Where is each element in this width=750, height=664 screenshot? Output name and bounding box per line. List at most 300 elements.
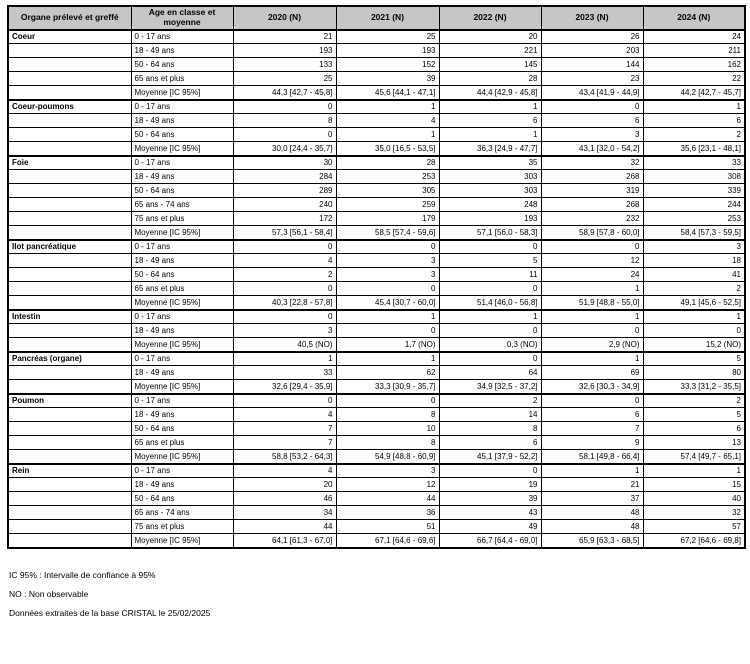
value-cell: 339 [643, 184, 745, 198]
organ-cell [8, 142, 131, 156]
value-cell: 33 [643, 156, 745, 170]
value-cell: 43 [439, 506, 541, 520]
value-cell: 2,9 (NO) [541, 338, 643, 352]
value-cell: 0 [541, 394, 643, 408]
age-class-cell: 0 - 17 ans [131, 100, 233, 114]
table-row [8, 184, 745, 198]
value-cell: 28 [336, 156, 439, 170]
value-cell: 232 [541, 212, 643, 226]
value-cell: 4 [233, 254, 336, 268]
age-class-cell: 0 - 17 ans [131, 394, 233, 408]
value-cell: 3 [336, 268, 439, 282]
value-cell: 1 [541, 464, 643, 478]
value-cell: 51 [336, 520, 439, 534]
value-cell: 57,4 [49,7 - 65,1] [643, 450, 745, 464]
age-class-cell: 18 - 49 ans [131, 44, 233, 58]
value-cell: 20 [233, 478, 336, 492]
age-class-cell: 50 - 64 ans [131, 422, 233, 436]
age-class-cell: Moyenne [IC 95%] [131, 338, 233, 352]
value-cell: 0 [643, 324, 745, 338]
table-row [8, 394, 745, 408]
column-header: 2022 (N) [439, 6, 541, 30]
value-cell: 25 [233, 72, 336, 86]
age-class-cell: 65 ans - 74 ans [131, 506, 233, 520]
value-cell: 21 [233, 30, 336, 44]
value-cell: 24 [541, 268, 643, 282]
value-cell: 26 [541, 30, 643, 44]
table-header-row [8, 6, 745, 30]
organ-cell [8, 324, 131, 338]
value-cell: 8 [336, 408, 439, 422]
value-cell: 37 [541, 492, 643, 506]
value-cell: 40,5 (NO) [233, 338, 336, 352]
organ-cell [8, 450, 131, 464]
table-row [8, 240, 745, 254]
table-row [8, 324, 745, 338]
value-cell: 66,7 [64,4 - 69,0] [439, 534, 541, 548]
value-cell: 19 [439, 478, 541, 492]
value-cell: 6 [643, 422, 745, 436]
value-cell: 0 [233, 394, 336, 408]
value-cell: 152 [336, 58, 439, 72]
value-cell: 203 [541, 44, 643, 58]
value-cell: 1 [439, 128, 541, 142]
organ-cell [8, 226, 131, 240]
value-cell: 4 [336, 114, 439, 128]
age-class-cell: 65 ans et plus [131, 436, 233, 450]
table-row [8, 506, 745, 520]
table-row [8, 268, 745, 282]
age-class-cell: 0 - 17 ans [131, 240, 233, 254]
value-cell: 34,9 [32,5 - 37,2] [439, 380, 541, 394]
value-cell: 211 [643, 44, 745, 58]
table-row [8, 492, 745, 506]
value-cell: 5 [439, 254, 541, 268]
age-class-cell: Moyenne [IC 95%] [131, 142, 233, 156]
organ-cell [8, 296, 131, 310]
value-cell: 8 [439, 422, 541, 436]
organ-cell [8, 114, 131, 128]
table-row [8, 478, 745, 492]
value-cell: 5 [643, 408, 745, 422]
value-cell: 172 [233, 212, 336, 226]
value-cell: 58,4 [57,3 - 59,5] [643, 226, 745, 240]
table-row [8, 366, 745, 380]
value-cell: 33,3 [31,2 - 35,5] [643, 380, 745, 394]
value-cell: 1 [541, 352, 643, 366]
value-cell: 10 [336, 422, 439, 436]
value-cell: 20 [439, 30, 541, 44]
value-cell: 36 [336, 506, 439, 520]
value-cell: 305 [336, 184, 439, 198]
value-cell: 0 [233, 282, 336, 296]
value-cell: 0 [336, 282, 439, 296]
value-cell: 319 [541, 184, 643, 198]
value-cell: 44 [233, 520, 336, 534]
value-cell: 33,3 [30,9 - 35,7] [336, 380, 439, 394]
value-cell: 28 [439, 72, 541, 86]
value-cell: 1,7 (NO) [336, 338, 439, 352]
value-cell: 51,4 [46,0 - 56,8] [439, 296, 541, 310]
age-class-cell: 75 ans et plus [131, 520, 233, 534]
value-cell: 221 [439, 44, 541, 58]
value-cell: 284 [233, 170, 336, 184]
value-cell: 1 [541, 282, 643, 296]
column-header: Age en classe et moyenne [131, 6, 233, 30]
value-cell: 0 [439, 464, 541, 478]
organ-cell: Coeur-poumons [8, 100, 131, 114]
value-cell: 253 [643, 212, 745, 226]
value-cell: 40,3 [22,8 - 57,8] [233, 296, 336, 310]
age-class-cell: 0 - 17 ans [131, 310, 233, 324]
age-class-cell: 18 - 49 ans [131, 114, 233, 128]
table-row [8, 380, 745, 394]
table-row [8, 534, 745, 548]
value-cell: 0,3 (NO) [439, 338, 541, 352]
value-cell: 0 [233, 240, 336, 254]
age-class-cell: Moyenne [IC 95%] [131, 380, 233, 394]
organ-cell: Ilot pancréatique [8, 240, 131, 254]
value-cell: 54,9 [48,8 - 60,9] [336, 450, 439, 464]
value-cell: 193 [439, 212, 541, 226]
value-cell: 48 [541, 520, 643, 534]
value-cell: 43,1 [32,0 - 54,2] [541, 142, 643, 156]
age-class-cell: Moyenne [IC 95%] [131, 534, 233, 548]
footnotes [9, 570, 744, 618]
value-cell: 133 [233, 58, 336, 72]
value-cell: 6 [643, 114, 745, 128]
value-cell: 162 [643, 58, 745, 72]
column-header: 2023 (N) [541, 6, 643, 30]
value-cell: 3 [643, 240, 745, 254]
organ-cell [8, 184, 131, 198]
age-class-cell: 18 - 49 ans [131, 478, 233, 492]
age-class-cell: 18 - 49 ans [131, 324, 233, 338]
value-cell: 80 [643, 366, 745, 380]
value-cell: 1 [336, 352, 439, 366]
value-cell: 15 [643, 478, 745, 492]
table-row [8, 338, 745, 352]
footnote-source: Données extraites de la base CRISTAL le 25/02/2025 [9, 607, 211, 618]
organ-cell: Poumon [8, 394, 131, 408]
value-cell: 35 [439, 156, 541, 170]
age-class-cell: 65 ans et plus [131, 72, 233, 86]
value-cell: 44,4 [42,9 - 45,8] [439, 86, 541, 100]
value-cell: 32 [643, 506, 745, 520]
value-cell: 25 [336, 30, 439, 44]
age-class-cell: 18 - 49 ans [131, 170, 233, 184]
value-cell: 39 [439, 492, 541, 506]
age-class-cell: 50 - 64 ans [131, 268, 233, 282]
value-cell: 35,0 [16,5 - 53,5] [336, 142, 439, 156]
organ-cell: Rein [8, 464, 131, 478]
value-cell: 179 [336, 212, 439, 226]
value-cell: 8 [233, 114, 336, 128]
table-row [8, 114, 745, 128]
value-cell: 24 [643, 30, 745, 44]
value-cell: 193 [233, 44, 336, 58]
table-row [8, 142, 745, 156]
age-class-cell: 65 ans et plus [131, 282, 233, 296]
value-cell: 64 [439, 366, 541, 380]
organ-cell [8, 72, 131, 86]
organ-cell [8, 282, 131, 296]
table-row [8, 58, 745, 72]
value-cell: 268 [541, 198, 643, 212]
organ-cell [8, 492, 131, 506]
table-row [8, 100, 745, 114]
value-cell: 2 [439, 394, 541, 408]
table-row [8, 282, 745, 296]
value-cell: 193 [336, 44, 439, 58]
age-class-cell: 50 - 64 ans [131, 492, 233, 506]
value-cell: 45,1 [37,9 - 52,2] [439, 450, 541, 464]
value-cell: 2 [233, 268, 336, 282]
value-cell: 69 [541, 366, 643, 380]
value-cell: 6 [439, 114, 541, 128]
value-cell: 44,3 [42,7 - 45,8] [233, 86, 336, 100]
value-cell: 0 [233, 310, 336, 324]
age-class-cell: 75 ans et plus [131, 212, 233, 226]
table-row [8, 464, 745, 478]
age-class-cell: Moyenne [IC 95%] [131, 450, 233, 464]
organ-cell [8, 338, 131, 352]
value-cell: 240 [233, 198, 336, 212]
value-cell: 1 [336, 310, 439, 324]
value-cell: 33 [233, 366, 336, 380]
value-cell: 0 [336, 324, 439, 338]
age-class-cell: 50 - 64 ans [131, 184, 233, 198]
table-row [8, 198, 745, 212]
table-row [8, 128, 745, 142]
value-cell: 46 [233, 492, 336, 506]
value-cell: 34 [233, 506, 336, 520]
value-cell: 1 [541, 310, 643, 324]
value-cell: 0 [541, 240, 643, 254]
value-cell: 15,2 (NO) [643, 338, 745, 352]
value-cell: 253 [336, 170, 439, 184]
age-class-cell: Moyenne [IC 95%] [131, 226, 233, 240]
age-class-cell: 18 - 49 ans [131, 254, 233, 268]
value-cell: 303 [439, 170, 541, 184]
table-row [8, 436, 745, 450]
organ-cell [8, 212, 131, 226]
value-cell: 0 [336, 394, 439, 408]
table-row [8, 422, 745, 436]
table-row [8, 226, 745, 240]
organ-cell [8, 506, 131, 520]
value-cell: 289 [233, 184, 336, 198]
value-cell: 32,6 [29,4 - 35,9] [233, 380, 336, 394]
organ-cell [8, 408, 131, 422]
table-row [8, 520, 745, 534]
table-row [8, 296, 745, 310]
organ-cell [8, 380, 131, 394]
value-cell: 1 [233, 352, 336, 366]
value-cell: 65,9 [63,3 - 68,5] [541, 534, 643, 548]
column-header: 2024 (N) [643, 6, 745, 30]
value-cell: 48 [541, 506, 643, 520]
value-cell: 2 [643, 282, 745, 296]
age-class-cell: Moyenne [IC 95%] [131, 86, 233, 100]
value-cell: 49,1 [45,6 - 52,5] [643, 296, 745, 310]
value-cell: 44,2 [42,7 - 45,7] [643, 86, 745, 100]
value-cell: 35,6 [23,1 - 48,1] [643, 142, 745, 156]
value-cell: 58,8 [53,2 - 64,3] [233, 450, 336, 464]
value-cell: 303 [439, 184, 541, 198]
value-cell: 259 [336, 198, 439, 212]
value-cell: 11 [439, 268, 541, 282]
value-cell: 3 [233, 324, 336, 338]
table-row [8, 352, 745, 366]
value-cell: 45,6 [44,1 - 47,1] [336, 86, 439, 100]
value-cell: 1 [336, 128, 439, 142]
organ-cell [8, 86, 131, 100]
table-row [8, 156, 745, 170]
value-cell: 2 [643, 394, 745, 408]
table-row [8, 408, 745, 422]
footnote-ic95: IC 95% : Intervalle de confiance à 95% [9, 569, 156, 580]
value-cell: 0 [233, 128, 336, 142]
organ-cell [8, 170, 131, 184]
value-cell: 4 [233, 408, 336, 422]
value-cell: 32 [541, 156, 643, 170]
organ-cell [8, 254, 131, 268]
value-cell: 58,5 [57,4 - 59,6] [336, 226, 439, 240]
value-cell: 12 [336, 478, 439, 492]
table-row [8, 450, 745, 464]
value-cell: 21 [541, 478, 643, 492]
column-header: Organe prélevé et greffé [8, 6, 131, 30]
value-cell: 49 [439, 520, 541, 534]
value-cell: 0 [541, 100, 643, 114]
organ-cell [8, 268, 131, 282]
table-row [8, 170, 745, 184]
value-cell: 0 [541, 324, 643, 338]
value-cell: 268 [541, 170, 643, 184]
value-cell: 0 [439, 324, 541, 338]
value-cell: 0 [439, 282, 541, 296]
value-cell: 4 [233, 464, 336, 478]
age-class-cell: 65 ans - 74 ans [131, 198, 233, 212]
value-cell: 40 [643, 492, 745, 506]
value-cell: 58,1 [49,8 - 66,4] [541, 450, 643, 464]
value-cell: 6 [541, 408, 643, 422]
age-class-cell: 0 - 17 ans [131, 464, 233, 478]
value-cell: 23 [541, 72, 643, 86]
age-class-cell: Moyenne [IC 95%] [131, 296, 233, 310]
column-header: 2021 (N) [336, 6, 439, 30]
value-cell: 3 [336, 464, 439, 478]
value-cell: 57,3 [56,1 - 58,4] [233, 226, 336, 240]
organ-cell: Foie [8, 156, 131, 170]
organ-cell [8, 366, 131, 380]
table-row [8, 310, 745, 324]
value-cell: 45,4 [30,7 - 60,0] [336, 296, 439, 310]
value-cell: 30 [233, 156, 336, 170]
value-cell: 308 [643, 170, 745, 184]
value-cell: 30,0 [24,4 - 35,7] [233, 142, 336, 156]
value-cell: 58,9 [57,8 - 60,0] [541, 226, 643, 240]
value-cell: 13 [643, 436, 745, 450]
value-cell: 244 [643, 198, 745, 212]
table-row [8, 86, 745, 100]
footnote-no: NO : Non observable [9, 588, 89, 599]
organ-cell [8, 520, 131, 534]
table-row [8, 30, 745, 44]
organ-cell: Intestin [8, 310, 131, 324]
value-cell: 39 [336, 72, 439, 86]
value-cell: 18 [643, 254, 745, 268]
value-cell: 14 [439, 408, 541, 422]
organ-cell: Pancréas (organe) [8, 352, 131, 366]
organ-cell [8, 478, 131, 492]
value-cell: 3 [336, 254, 439, 268]
value-cell: 6 [541, 114, 643, 128]
organ-cell: Coeur [8, 30, 131, 44]
value-cell: 0 [336, 240, 439, 254]
value-cell: 41 [643, 268, 745, 282]
age-class-cell: 0 - 17 ans [131, 156, 233, 170]
organ-cell [8, 58, 131, 72]
age-class-cell: 18 - 49 ans [131, 408, 233, 422]
value-cell: 57 [643, 520, 745, 534]
value-cell: 144 [541, 58, 643, 72]
value-cell: 67,2 [64,6 - 69,8] [643, 534, 745, 548]
value-cell: 1 [439, 310, 541, 324]
value-cell: 51,9 [48,8 - 55,0] [541, 296, 643, 310]
value-cell: 7 [541, 422, 643, 436]
value-cell: 64,1 [61,3 - 67,0] [233, 534, 336, 548]
column-header: 2020 (N) [233, 6, 336, 30]
value-cell: 8 [336, 436, 439, 450]
value-cell: 0 [439, 240, 541, 254]
organ-cell [8, 422, 131, 436]
value-cell: 43,4 [41,9 - 44,9] [541, 86, 643, 100]
value-cell: 2 [643, 128, 745, 142]
age-class-cell: 0 - 17 ans [131, 30, 233, 44]
value-cell: 36,3 [24,9 - 47,7] [439, 142, 541, 156]
value-cell: 62 [336, 366, 439, 380]
value-cell: 5 [643, 352, 745, 366]
value-cell: 1 [336, 100, 439, 114]
value-cell: 44 [336, 492, 439, 506]
organ-cell [8, 44, 131, 58]
value-cell: 3 [541, 128, 643, 142]
organ-cell [8, 198, 131, 212]
value-cell: 1 [643, 100, 745, 114]
value-cell: 145 [439, 58, 541, 72]
value-cell: 22 [643, 72, 745, 86]
age-class-cell: 0 - 17 ans [131, 352, 233, 366]
table-row [8, 212, 745, 226]
value-cell: 7 [233, 422, 336, 436]
table-row [8, 72, 745, 86]
organ-cell [8, 436, 131, 450]
value-cell: 0 [439, 352, 541, 366]
value-cell: 6 [439, 436, 541, 450]
value-cell: 57,1 [56,0 - 58,3] [439, 226, 541, 240]
value-cell: 1 [643, 464, 745, 478]
value-cell: 7 [233, 436, 336, 450]
value-cell: 0 [233, 100, 336, 114]
organ-cell [8, 534, 131, 548]
value-cell: 9 [541, 436, 643, 450]
age-class-cell: 50 - 64 ans [131, 128, 233, 142]
value-cell: 32,6 [30,3 - 34,9] [541, 380, 643, 394]
value-cell: 1 [439, 100, 541, 114]
table-row [8, 254, 745, 268]
